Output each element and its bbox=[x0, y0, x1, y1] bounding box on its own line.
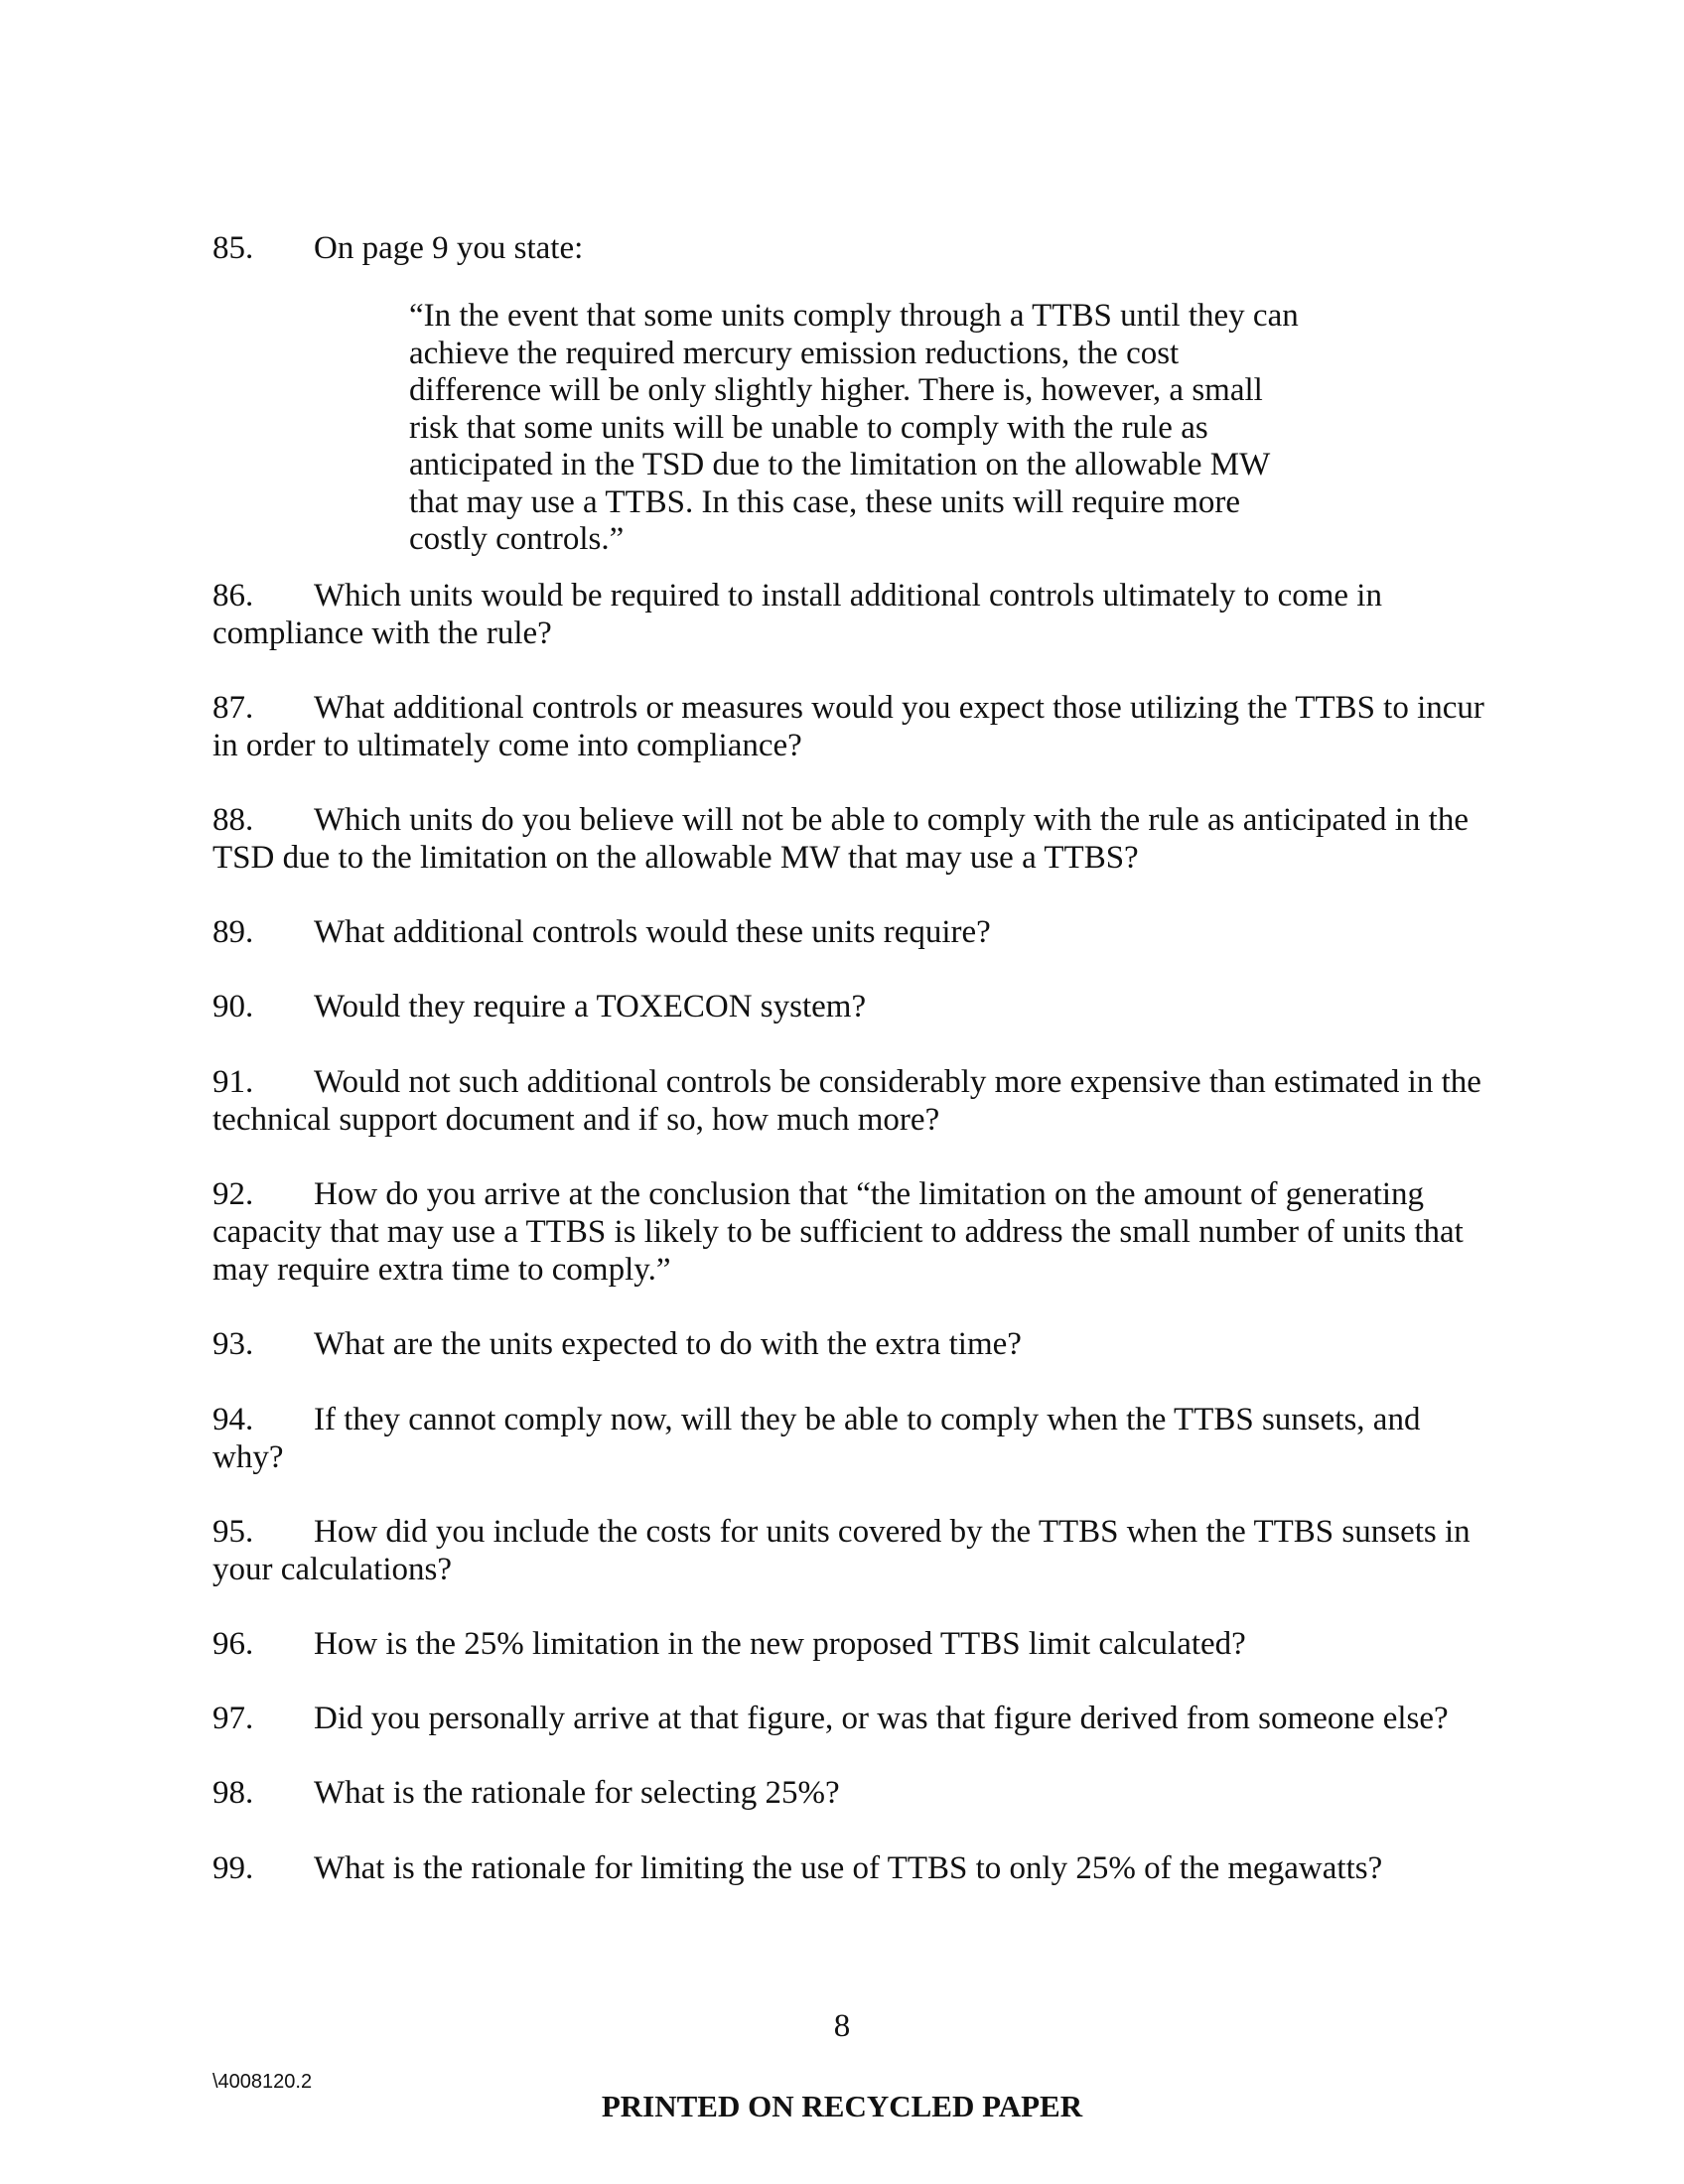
question-text: How did you include the costs for units covered by the TTBS when the TTBS sunsets in your calculations? bbox=[212, 1514, 1471, 1587]
question-number: 85. bbox=[212, 230, 254, 266]
question-92 bbox=[212, 1175, 1493, 1289]
question-text: How is the 25% limitation in the new proposed TTBS limit calculated? bbox=[314, 1626, 1246, 1662]
question-number: 91. bbox=[212, 1064, 254, 1100]
question-text: How do you arrive at the conclusion that “the limitation on the amount of generating capacity that may use a TTBS is likely to be sufficient to address the small number of units that may require extra time to comply.” bbox=[212, 1176, 1464, 1288]
question-96 bbox=[212, 1625, 1493, 1663]
question-text: What additional controls would these units require? bbox=[314, 914, 991, 950]
document-id: \4008120.2 bbox=[212, 2071, 313, 2093]
question-number: 99. bbox=[212, 1850, 254, 1886]
question-number: 98. bbox=[212, 1775, 254, 1811]
question-90 bbox=[212, 988, 1493, 1025]
question-87 bbox=[212, 689, 1493, 764]
question-99 bbox=[212, 1849, 1493, 1887]
question-98 bbox=[212, 1774, 1493, 1812]
question-number: 95. bbox=[212, 1514, 254, 1550]
question-text: Would not such additional controls be considerably more expensive than estimated in the technical support document and if so, how much more? bbox=[212, 1064, 1481, 1138]
question-text: Which units do you believe will not be able to comply with the rule as anticipated in the TSD due to the limitation on the allowable MW that may use a TTBS? bbox=[212, 802, 1469, 876]
question-97 bbox=[212, 1700, 1493, 1737]
question-text: On page 9 you state: bbox=[314, 230, 584, 266]
question-number: 96. bbox=[212, 1626, 254, 1662]
question-text: Did you personally arrive at that figure, or was that figure derived from someone else? bbox=[314, 1701, 1449, 1736]
question-95 bbox=[212, 1513, 1493, 1588]
question-text: If they cannot comply now, will they be able to comply when the TTBS sunsets, and why? bbox=[212, 1402, 1421, 1475]
question-number: 90. bbox=[212, 989, 254, 1024]
question-91 bbox=[212, 1063, 1493, 1139]
question-number: 92. bbox=[212, 1176, 254, 1212]
question-text: Which units would be required to install additional controls ultimately to come in compliance with the rule? bbox=[212, 578, 1382, 651]
question-number: 87. bbox=[212, 690, 254, 726]
question-number: 94. bbox=[212, 1402, 254, 1437]
question-text: What is the rationale for selecting 25%? bbox=[314, 1775, 840, 1811]
block-quote: “In the event that some units comply through a TTBS until they can achieve the required mercury emission reductions, the cost difference will be only slightly higher. There is, however, a small risk that some units will be unable to comply with the rule as anticipated in the TSD due to the limitation on the allowable MW that may use a TTBS. In this case, these units will require more costly controls.” bbox=[409, 298, 1299, 557]
question-94 bbox=[212, 1401, 1493, 1476]
question-86 bbox=[212, 577, 1493, 652]
question-number: 89. bbox=[212, 914, 254, 950]
page-number: 8 bbox=[833, 2008, 851, 2044]
question-85 bbox=[212, 229, 1493, 267]
question-text: What additional controls or measures would you expect those utilizing the TTBS to incur in order to ultimately come into compliance? bbox=[212, 690, 1484, 763]
recycled-paper-footer: PRINTED ON RECYCLED PAPER bbox=[601, 2089, 1083, 2123]
question-88 bbox=[212, 801, 1493, 877]
question-89 bbox=[212, 913, 1493, 951]
question-number: 93. bbox=[212, 1326, 254, 1362]
question-text: What is the rationale for limiting the use of TTBS to only 25% of the megawatts? bbox=[314, 1850, 1383, 1886]
question-text: What are the units expected to do with the extra time? bbox=[314, 1326, 1022, 1362]
question-number: 97. bbox=[212, 1701, 254, 1736]
question-number: 88. bbox=[212, 802, 254, 838]
question-text: Would they require a TOXECON system? bbox=[314, 989, 867, 1024]
question-number: 86. bbox=[212, 578, 254, 614]
question-93 bbox=[212, 1325, 1493, 1363]
